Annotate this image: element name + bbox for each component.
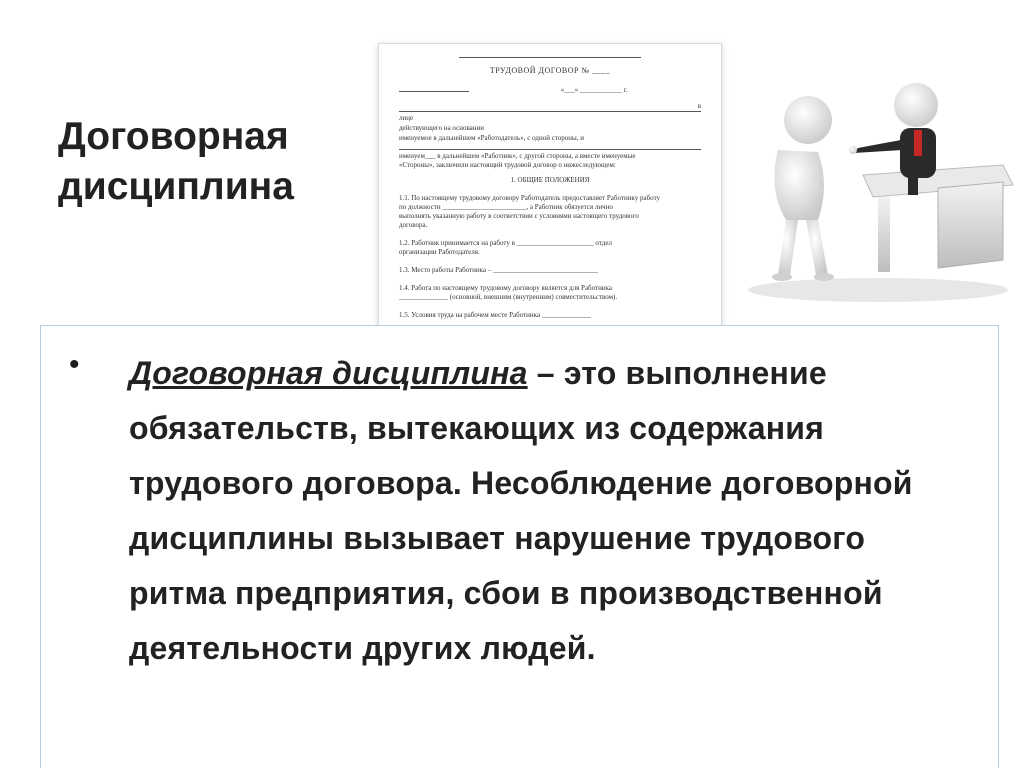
doc-p14b: ______________ (основной, внешним (внутренним) совместительством). <box>399 293 618 301</box>
bullet-item <box>69 346 949 676</box>
doc-row-face: лице <box>399 114 414 122</box>
doc-section: 1. ОБЩИЕ ПОЛОЖЕНИЯ <box>510 176 590 184</box>
bullet-marker: • <box>69 348 80 381</box>
boss-scolding-illustration <box>738 70 1018 310</box>
doc-row-employee: именуем___ в дальнейшем «Работник», с другой стороны, а вместе именуемые <box>399 152 636 160</box>
content-box <box>40 325 999 768</box>
doc-row-employer: именуемое в дальнейшем «Работодатель», с одной стороны, и <box>399 134 584 142</box>
doc-p12b: организации Работодателя. <box>399 248 480 256</box>
doc-date-row: «___» ____________ г. <box>399 86 701 94</box>
slide-title <box>58 112 294 212</box>
doc-row-parties: «Стороны», заключили настоящий трудовой договор о нижеследующем: <box>399 161 616 169</box>
doc-p15: 1.5. Условия труда на рабочем месте Работника ______________ <box>399 311 591 319</box>
doc-row-in: в <box>399 102 701 112</box>
doc-p13: 1.3. Место работы Работника – ______________________________ <box>399 266 598 274</box>
contract-document-image <box>378 43 722 335</box>
doc-p11c: выполнять указанную работу в соответствии с условиями настоящего трудового <box>399 212 639 220</box>
defined-term: Договорная дисциплина <box>129 355 528 391</box>
doc-p12a: 1.2. Работник принимается на работу в ______________________ отдел <box>399 239 612 247</box>
desk-shape <box>863 165 1013 272</box>
bullet-text <box>129 346 949 676</box>
doc-p11a: 1.1. По настоящему трудовому договору Работодатель предоставляет Работнику работу <box>399 194 661 202</box>
doc-divider <box>399 149 701 150</box>
doc-top-line <box>459 57 641 58</box>
definition-text: – это выполнение обязательств, вытекающих из содержания трудового договора. Несоблюдение договорной дисциплины вызывает нарушение трудового ритма предприятия, сбои в производственной деятельности других людей. <box>129 355 913 666</box>
employee-figure <box>772 96 834 281</box>
doc-heading: ТРУДОВОЙ ДОГОВОР № ____ <box>489 66 611 75</box>
slide-title-line-2: дисциплина <box>58 165 294 208</box>
slide-title-line-1: Договорная <box>58 115 289 158</box>
doc-p11d: договора. <box>399 221 428 229</box>
doc-row-basis: действующего на основании <box>399 124 485 132</box>
doc-p11b: по должности ________________________, а Работник обязуется лично <box>399 203 613 211</box>
doc-p14a: 1.4. Работа по настоящему трудовому договору является для Работника <box>399 284 612 292</box>
